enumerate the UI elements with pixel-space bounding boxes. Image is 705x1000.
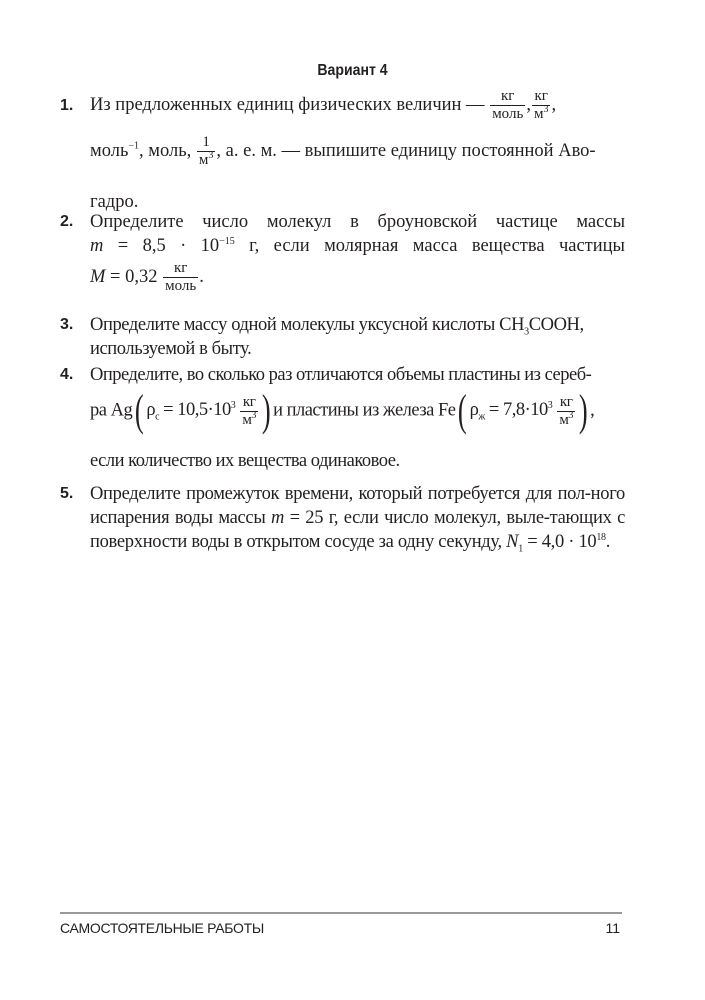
fraction-1-per-m3: $\frac{1}{м^3}$ [198,134,214,168]
task-number: 1. [60,97,74,114]
fraction-kg-per-m3: $\frac{кг}{м^3}$ [559,393,573,428]
task-5: 5. Определите промежуток времени, который потребуется для пол-ного испарения воды массы m = 25 г, если число молекул, выле-тающих с поверхности воды в открытом сосуде за одну секунду, $N_1 = 4,0 \cdot 10^{18}$. [60,484,625,555]
task-text: если количество их вещества одинаковое. [90,451,400,471]
task-text: используемой в быту. [90,339,252,359]
task-number: 5. [60,485,74,502]
task-text: моль [90,140,129,161]
fraction-kg-per-mol: $\frac{кг}{\text{моль}}$ [165,260,197,294]
fraction-kg-per-m3: $\frac{кг}{м^3}$ [533,88,549,122]
task-number: 4. [60,366,74,383]
task-number: 2. [60,213,74,230]
variant-title: Вариант 4 [317,62,388,79]
footer-divider [60,912,622,914]
task-1: 1. Из предложенных единиц физических величин — $\frac{кг}{\text{моль}}$ , $\frac{кг}{м^3}$ , моль$^{-1}$, моль, $\frac{1}{м^3}$ , а. е. м. — выпишите единицу постоянной Аво- гадро. [60,88,625,214]
task-text: Определите, во сколько раз отличаются объемы пластины из сереб- [90,365,592,385]
task-2: 2. Определите число молекул в броуновской частице массы $m = 8,5 \cdot 10^{-15}$ г, если молярная масса вещества частицы M = 0,32 $\frac{кг}{\text{моль}}$ . [60,212,625,294]
task-text: Из предложенных единиц физических величин — [90,94,485,115]
fraction-kg-per-m3: $\frac{кг}{м^3}$ [242,393,256,428]
task-number: 3. [60,316,74,333]
task-4: 4. Определите, во сколько раз отличаются объемы пластины из сереб- ра Ag( $\rho_с = 10,5\cdot 10^3$ $\frac{кг}{м^3}$ ) и пластины из железа Fe( $\rho_ж = 7,8\cdot 10^3$ $\frac{кг}{м^3}$ ) , если количество их вещества одинаковое. [60,363,625,473]
footer-section-title: САМОСТОЯТЕЛЬНЫЕ РАБОТЫ [60,920,264,936]
task-text: гадро. [90,192,139,212]
task-3: 3. Определите массу одной молекулы уксусной кислоты $CH_3COOH$, используемой в быту. [60,313,625,361]
fraction-kg-per-mol: $\frac{кг}{\text{моль}}$ [492,88,524,122]
page-number: 11 [605,920,620,936]
task-text: Определите число молекул в броуновской частице массы [90,212,625,232]
